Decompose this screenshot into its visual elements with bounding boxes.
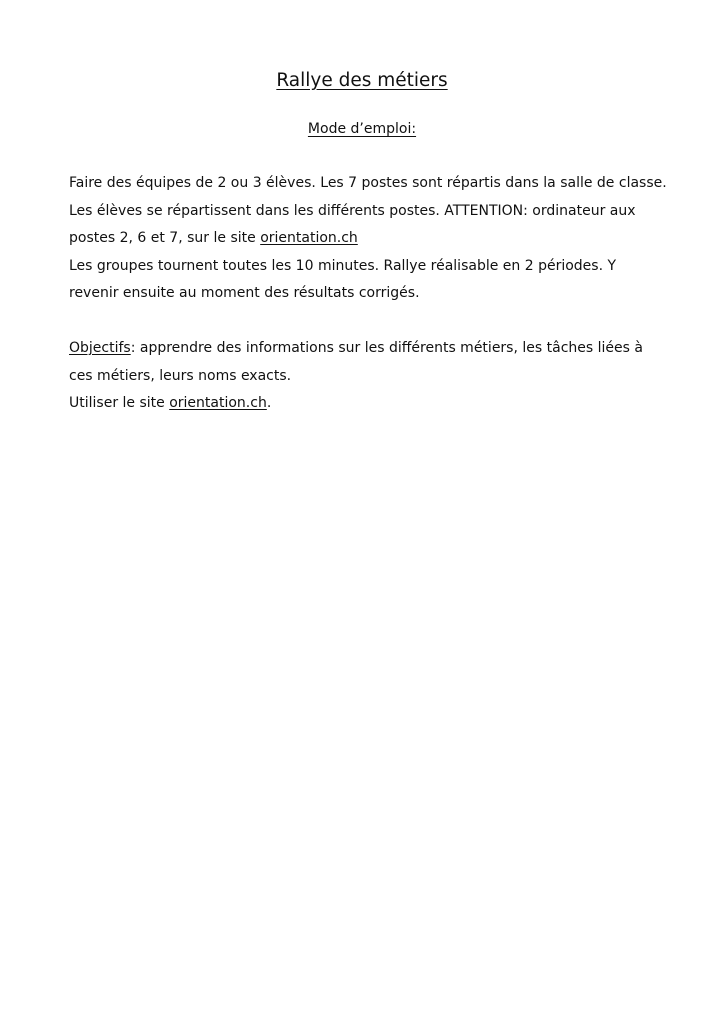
subtitle-text: Mode d’emploi:: [307, 121, 417, 137]
objectives-text: : apprendre des informations sur les différents métiers, les tâches liées à ces métiers, leurs noms exacts.: [69, 340, 643, 384]
instructions-paragraph-2-text: Les élèves se répartissent dans les différents postes. ATTENTION: ordinateur aux postes 2, 6 et 7, sur le site: [69, 202, 636, 246]
site-paragraph: [69, 390, 669, 418]
instructions-paragraph-3: Les groupes tournent toutes les 10 minutes. Rallye réalisable en 2 périodes. Y revenir ensuite au moment des résultats corrigés.: [69, 257, 617, 301]
document-body: [69, 170, 669, 418]
instructions-paragraph-2: [69, 198, 669, 253]
site-prefix: Utiliser le site: [69, 395, 170, 411]
page-subtitle: [0, 118, 724, 140]
objectives-paragraph: [69, 335, 669, 390]
orientation-link-1[interactable]: orientation.ch: [260, 230, 358, 246]
orientation-link-2[interactable]: orientation.ch: [169, 395, 267, 411]
objectives-label: Objectifs: [69, 340, 131, 356]
instructions-paragraph-1: Faire des équipes de 2 ou 3 élèves. Les 7 postes sont répartis dans la salle de classe.: [69, 175, 667, 191]
page-title: Rallye des métiers: [276, 70, 448, 91]
paragraph-spacer: [69, 308, 669, 336]
site-suffix: .: [266, 395, 272, 411]
